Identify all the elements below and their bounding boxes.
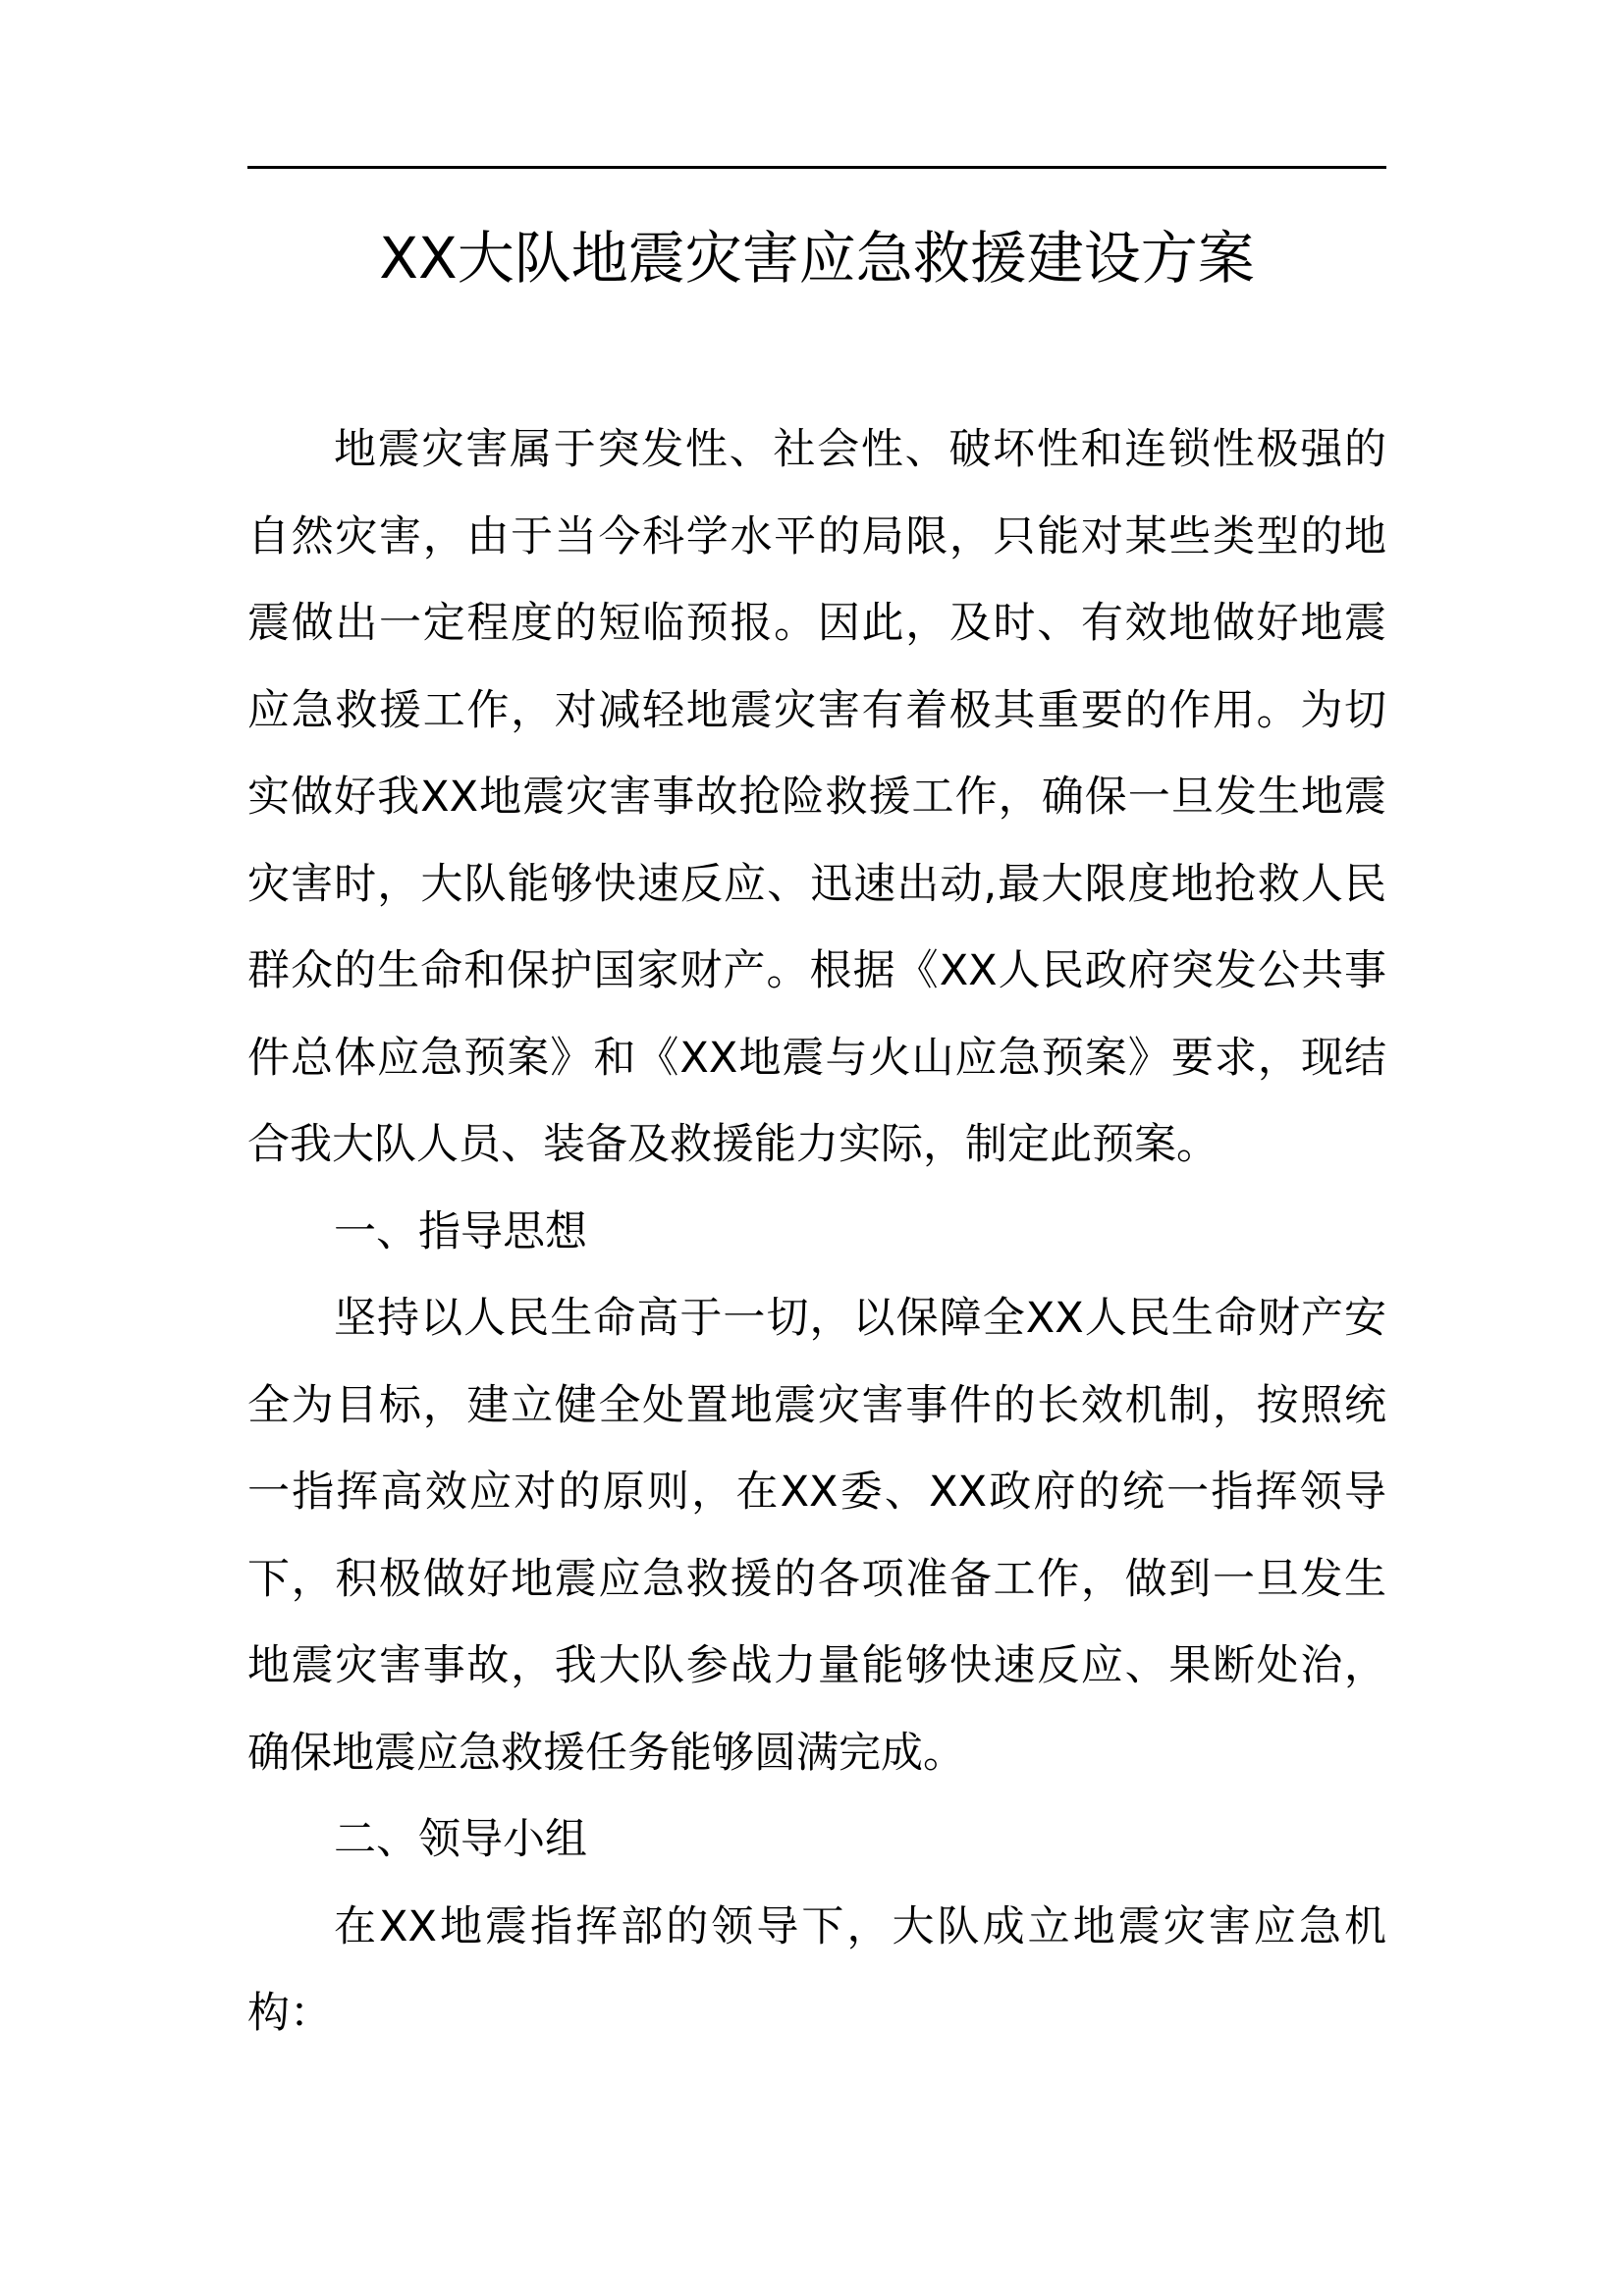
document-body: [247, 406, 1386, 2057]
section-heading-leadership-group: 二、领导小组: [334, 1815, 587, 1864]
header-rule: [247, 166, 1386, 169]
leadership-group-paragraph: 在XX地震指挥部的领导下，大队成立地震灾害应急机构：: [247, 1901, 1386, 2038]
guiding-thought-paragraph: 坚持以人民生命高于一切，以保障全XX人民生命财产安全为目标，建立健全处置地震灾害事件的长效机制，按照统一指挥高效应对的原则，在XX委、XX政府的统一指挥领导下，积极做好地震应急救援的各项准备工作，做到一旦发生地震灾害事故，我大队参战力量能够快速反应、果断处治，确保地震应急救援任务能够圆满完成。: [247, 1294, 1386, 1778]
intro-paragraph: 地震灾害属于突发性、社会性、破坏性和连锁性极强的自然灾害，由于当今科学水平的局限，只能对某些类型的地震做出一定程度的短临预报。因此，及时、有效地做好地震应急救援工作，对减轻地震灾害有着极其重要的作用。为切实做好我XX地震灾害事故抢险救援工作，确保一旦发生地震灾害时，大队能够快速反应、迅速出动,最大限度地抢救人民群众的生命和保护国家财产。根据《XX人民政府突发公共事件总体应急预案》和《XX地震与火山应急预案》要求，现结合我大队人员、装备及救援能力实际，制定此预案。: [247, 425, 1386, 1169]
document-title: XX大队地震灾害应急救援建设方案: [379, 225, 1255, 292]
section-heading-guiding-thought: 一、指导思想: [334, 1206, 587, 1256]
